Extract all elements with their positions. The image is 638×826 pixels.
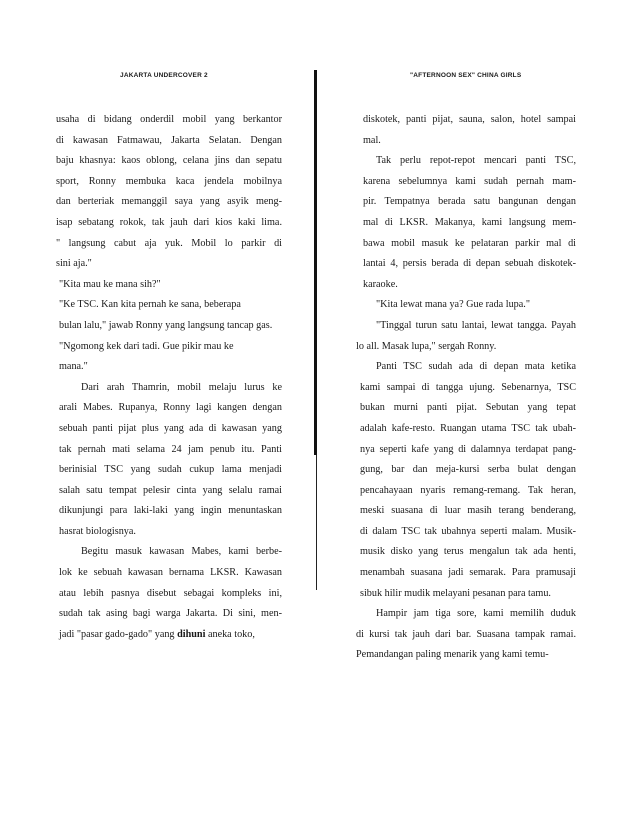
running-header-right: "AFTERNOON SEX" CHINA GIRLS [410, 72, 522, 79]
text-line: adalah kafe-resto. Ruangan utama TSC tak ubah- [360, 422, 576, 434]
text-line: atau lebih pasnya disebut sebagai kompleks ini, [59, 587, 282, 599]
text-line: lantai 4, persis berada di depan sebuah diskotek- [363, 258, 576, 270]
text-line: mal. [363, 134, 381, 146]
text-line: Begitu masuk kawasan Mabes, kami berbe- [81, 546, 282, 558]
text-line: usaha di bidang onderdil mobil yang berkantor [56, 114, 282, 125]
text-line: bukan murni panti pijat. Sebutan yang tepat [360, 402, 576, 414]
text-line: "Kita mau ke mana sih?" [59, 278, 161, 290]
text-line: Dari arah Thamrin, mobil melaju lurus ke [81, 381, 282, 393]
running-header-left: JAKARTA UNDERCOVER 2 [120, 72, 208, 79]
text-line: bulan lalu," jawab Ronny yang langsung tancap gas. [59, 319, 273, 331]
text-line: sebuah panti pijat plus yang ada di kawasan yang [59, 422, 282, 434]
text-line: di dalam TSC tak ubahnya seperti malam. Musik- [360, 525, 576, 537]
text-line: hasrat biologisnya. [59, 525, 136, 537]
text-line: "Ke TSC. Kan kita pernah ke sana, beberapa [59, 299, 241, 311]
text-line: bawa mobil masuk ke pelataran parkir mal di [363, 237, 576, 249]
text-line: Panti TSC sudah ada di depan mata ketika [376, 361, 576, 373]
text-line: arali Mabes. Rupanya, Ronny lagi kangen dengan [59, 402, 282, 414]
text-segment: jadi "pasar gado-gado" yang [59, 628, 178, 640]
text-line: pencahayaan nyaris remang-remang. Tak heran, [360, 484, 576, 496]
text-line: meski suasana di luar masih terang benderang, [360, 505, 576, 517]
text-line: baju khasnya: kaos oblong, celana jins dan sepatu [56, 155, 282, 167]
text-line: Hampir jam tiga sore, kami memilih duduk [376, 608, 576, 620]
text-line: di kawasan Fatmawau, Jakarta Selatan. Dengan [56, 134, 282, 146]
left-text-column [56, 110, 282, 645]
column-divider [314, 70, 317, 455]
text-line: nya seperti kafe yang di dalamnya terdapat pang- [360, 443, 576, 455]
text-line: "Tinggal turun satu lantai, lewat tangga. Payah [376, 319, 576, 331]
text-line: tak pernah mati selama 24 jam penub itu. Panti [59, 443, 282, 455]
text-line: salah satu tempat pelesir cinta yang selalu ramai [59, 484, 282, 496]
text-line: lo all. Masak lupa," sergah Ronny. [356, 340, 497, 352]
right-text-column [356, 110, 576, 666]
text-line: karena sebelumnya kami sudah pernah mam- [363, 175, 576, 187]
text-line: "Ngomong kek dari tadi. Gue pikir mau ke [59, 340, 234, 352]
text-line: mana." [59, 361, 88, 373]
text-line: musik disko yang terus mengalun tak ada henti, [360, 546, 576, 558]
text-line: gung, bar dan meja-kursi serba bulat dengan [360, 464, 576, 476]
text-line: kami sampai di tangga ujung. Sebenarnya, TSC [360, 381, 576, 393]
text-line: menambah suasana jadi semarak. Para pramusaji [360, 567, 576, 579]
text-line: berinisial TSC yang sudah cukup lama menjadi [59, 464, 282, 476]
bold-word: dihuni [177, 628, 206, 640]
text-line: karaoke. [363, 278, 398, 290]
text-line: lok ke sebuah kawasan bernama LKSR. Kawasan [59, 567, 282, 579]
text-line: sudah tak asing bagi warga Jakarta. Di sini, men- [59, 608, 282, 620]
text-line: Pemandangan paling menarik yang kami temu- [356, 649, 549, 661]
text-line: " langsung cabut aja yuk. Mobil lo parkir di [56, 237, 282, 249]
text-line: sibuk hilir mudik melayani pesanan para tamu. [360, 587, 551, 599]
text-line: isap sebatang rokok, tak jauh dari kios kaki lima. [56, 216, 282, 228]
text-line: sini aja." [56, 258, 92, 270]
text-line: diskotek, panti pijat, sauna, salon, hotel sampai [363, 114, 576, 125]
text-line: mal di LKSR. Makanya, kami langsung mem- [363, 216, 576, 228]
text-line: Tak perlu repot-repot mencari panti TSC, [376, 155, 576, 167]
text-segment: aneka toko, [205, 628, 255, 640]
text-line: "Kita lewat mana ya? Gue rada lupa." [376, 299, 530, 311]
text-line [56, 625, 282, 646]
column-divider-lower [316, 455, 317, 590]
text-line: di kursi tak jauh dari bar. Suasana tampak ramai. [356, 628, 576, 640]
text-line: pir. Tempatnya berada satu bangunan dengan [363, 196, 576, 208]
text-line: dikunjungi para laki-laki yang ingin menuntaskan [59, 505, 282, 517]
text-line: sport, Ronny membuka kaca jendela mobilnya [56, 175, 282, 187]
text-line: dan berteriak memanggil saya yang asyik meng- [56, 196, 282, 208]
